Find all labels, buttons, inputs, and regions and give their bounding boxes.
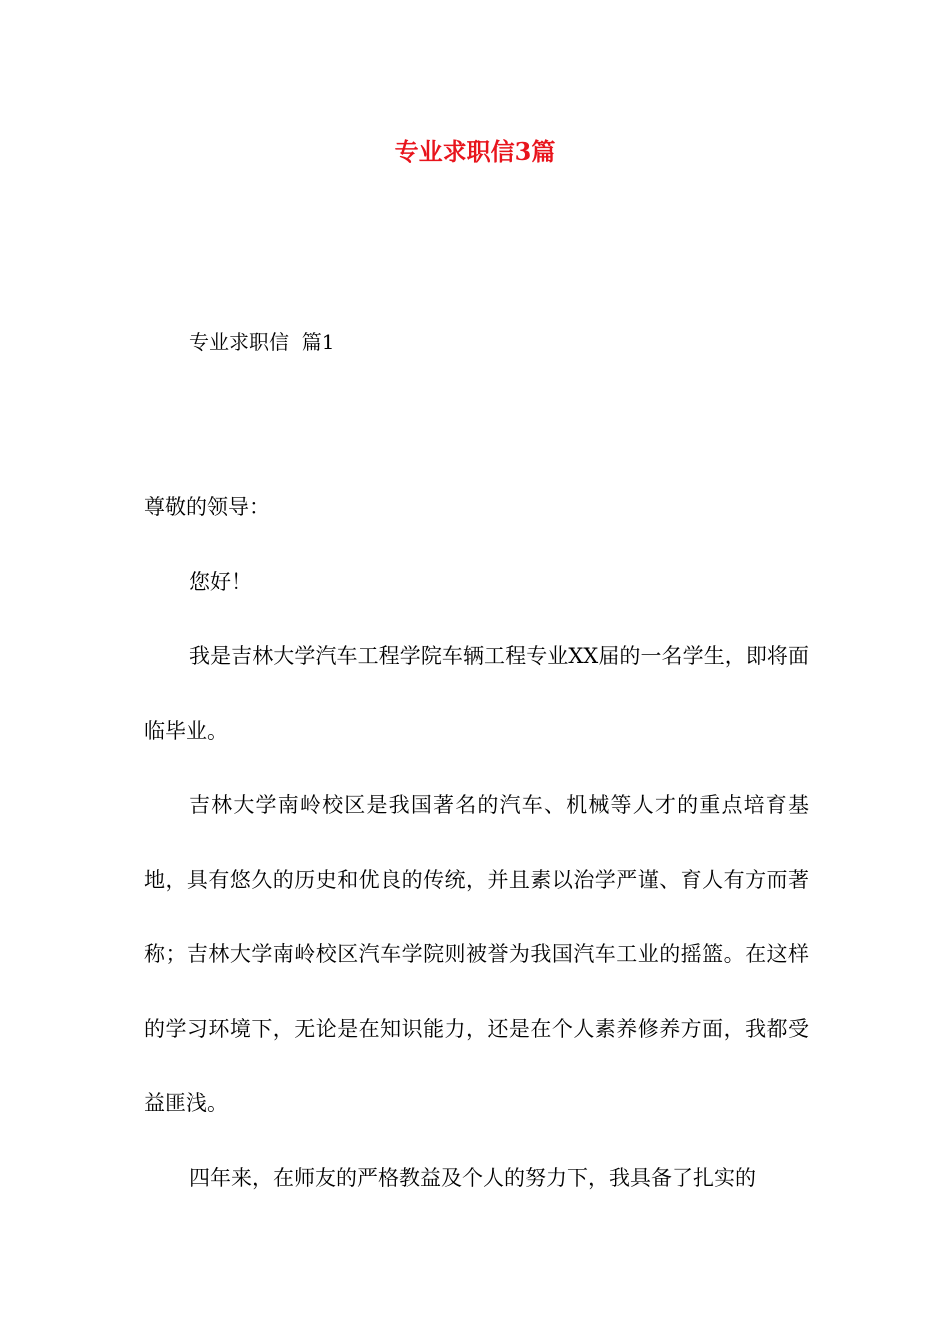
section-heading: 专业求职信 篇1 (189, 330, 335, 354)
body-paragraph: 四年来，在师友的严格教益及个人的努力下，我具备了扎实的 (189, 1165, 756, 1190)
body-paragraph: 吉林大学南岭校区是我国著名的汽车、机械等人才的重点培育基地，具有悠久的历史和优良的传统，并且素以治学严谨、育人有方而著称；吉林大学南岭校区汽车学院则被誉为我国汽车工业的摇篮。在这样的学习环境下，无论是在知识能力，还是在个人素养修养方面，我都受益匪浅。 (144, 793, 809, 1115)
salutation: 尊敬的领导： (144, 495, 270, 519)
body-paragraph: 我是吉林大学汽车工程学院车辆工程专业XX届的一名学生，即将面临毕业。 (144, 644, 809, 743)
document-title: 专业求职信3篇 (394, 137, 556, 166)
letter-body (144, 470, 809, 1215)
greeting: 您好！ (189, 569, 252, 594)
